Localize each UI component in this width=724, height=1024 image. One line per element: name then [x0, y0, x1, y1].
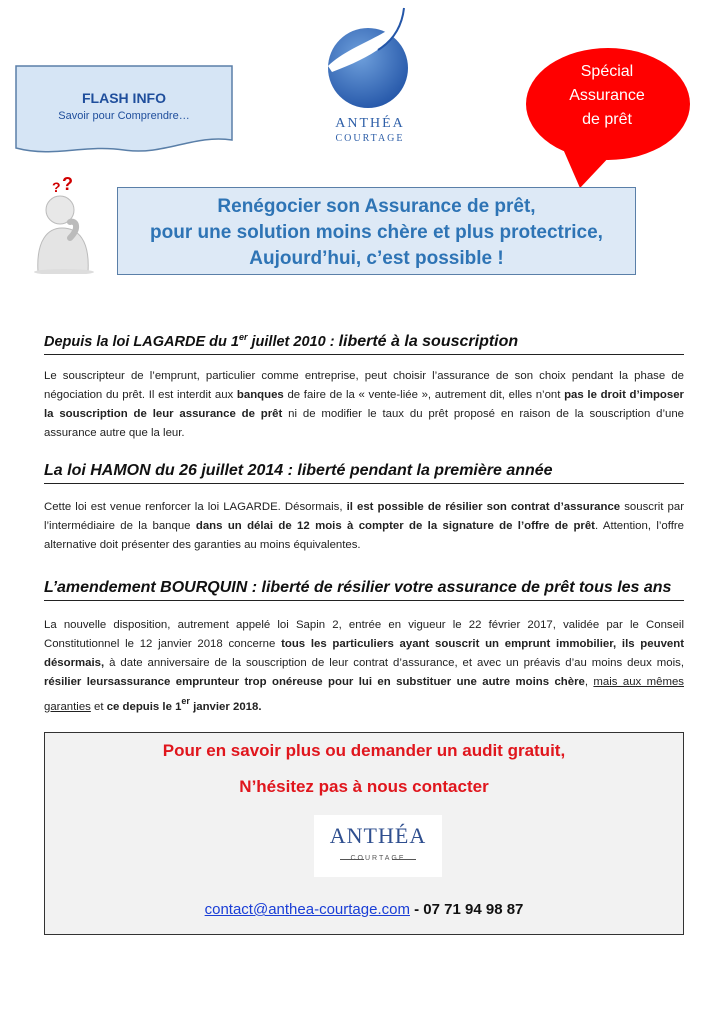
contact-details: [45, 901, 683, 918]
section3-text-b: tous les particuliers ayant souscrit un emprunt immobilier, ils peuvent désormais,: [44, 638, 684, 669]
section2-text-d: dans un délai de 12 mois à compter de la signature de l’offre de prêt: [195, 520, 595, 532]
thinking-man-icon: [30, 176, 102, 274]
section3-text-d: résilier leursassurance emprunteur trop onéreuse pour lui en substituer une autre moins chère: [44, 676, 585, 688]
section1-heading-pre: Depuis la loi LAGARDE du 1: [44, 334, 239, 350]
section2-text-b: il est possible de résilier son contrat d’assurance: [346, 501, 621, 513]
section2-text-e: . Attention, l’offre alternative doit présenter des garanties au moins équivalentes.: [44, 520, 684, 551]
section1-paragraph: [44, 367, 684, 443]
headline-line-3: Aujourd’hui, c’est possible !: [249, 248, 504, 269]
section3-paragraph: [44, 616, 684, 717]
section2-heading: La loi HAMON du 26 juillet 2014 : liberté pendant la première année: [44, 462, 684, 484]
headline-line-1: Renégocier son Assurance de prêt,: [217, 196, 536, 217]
contact-separator: -: [409, 901, 424, 918]
headline-box: [117, 187, 636, 275]
section2-paragraph: [44, 498, 684, 555]
bubble-line-2: Assurance: [569, 87, 645, 104]
anthea-logo-box: [314, 815, 442, 877]
section1-heading-sup: er: [238, 332, 248, 342]
svg-text:?: ?: [52, 179, 61, 195]
flash-info-subtitle: Savoir pour Comprendre…: [58, 110, 190, 122]
section1-text-a: Le souscripteur de l’emprunt, particulier comme entreprise, peut choisir l’assurance de son choix pendant la phase de négociation du prêt. Il est interdit aux: [44, 370, 684, 401]
section1-text-b: banques: [236, 389, 284, 401]
section3-text-i: janvier 2018.: [189, 701, 262, 713]
section1-heading-big: liberté à la souscription: [338, 333, 519, 350]
contact-phone: 07 71 94 98 87: [423, 901, 524, 918]
section2-text-a: Cette loi est venue renforcer la loi LAGARDE. Désormais,: [44, 501, 347, 513]
section2-text-c: souscrit par l’intermédiaire de la banque: [44, 501, 684, 532]
headline-line-2: pour une solution moins chère et plus protectrice,: [150, 222, 603, 243]
bubble-line-1: Spécial: [580, 63, 634, 80]
special-bubble: [522, 42, 712, 192]
section1-heading-mid: juillet 2010 :: [247, 334, 339, 350]
contact-line-1: Pour en savoir plus ou demander un audit gratuit,: [162, 741, 566, 760]
flash-info-banner: [14, 64, 234, 152]
contact-email-link[interactable]: contact@anthea-courtage.com: [204, 901, 410, 918]
anthea-logo: [318, 6, 422, 146]
logo-box-sub: COURTAGE: [350, 855, 406, 862]
section3-text-e: ,: [584, 676, 594, 688]
section3-text-sup: er: [181, 696, 190, 706]
section1-text-e: ni de modifier le taux du prêt proposé en raison de la souscription d’une assurance autre que la leur.: [44, 408, 684, 439]
section1-text-d: pas le droit d’imposer la souscription de leur assurance de prêt: [44, 389, 684, 420]
section1-text-c: de faire de la « vente-liée », autrement dit, elles n’ont: [283, 389, 565, 401]
bubble-line-3: de prêt: [582, 111, 632, 128]
flash-info-title: FLASH INFO: [82, 90, 166, 106]
section3-heading: L’amendement BOURQUIN : liberté de résilier votre assurance de prêt tous les ans: [44, 579, 684, 601]
section3-text-a: La nouvelle disposition, autrement appelé loi Sapin 2, entrée en vigueur le 22 février 2017, validée par le Conseil Constitutionnel le 12 janvier 2018 concerne: [44, 619, 684, 650]
section3-text-h: ce depuis le 1: [106, 701, 182, 713]
svg-text:?: ?: [62, 176, 73, 194]
section3-text-c: à date anniversaire de la souscription de leur contrat d’assurance, et avec un préavis d’au moins deux mois,: [104, 657, 684, 669]
bubble-text: [522, 60, 692, 132]
logo-name-text: ANTHÉA: [335, 116, 405, 131]
globe-logo-icon: [318, 6, 422, 116]
logo-box-name: ANTHÉA: [329, 823, 427, 848]
section3-text-g: et: [90, 701, 107, 713]
contact-box: [44, 732, 684, 935]
section3-text-f: mais aux mêmes garanties: [44, 676, 684, 713]
logo-sub-text: COURTAGE: [335, 133, 405, 144]
section1-heading: [44, 332, 684, 355]
contact-line-2: N’hésitez pas à nous contacter: [239, 777, 489, 796]
